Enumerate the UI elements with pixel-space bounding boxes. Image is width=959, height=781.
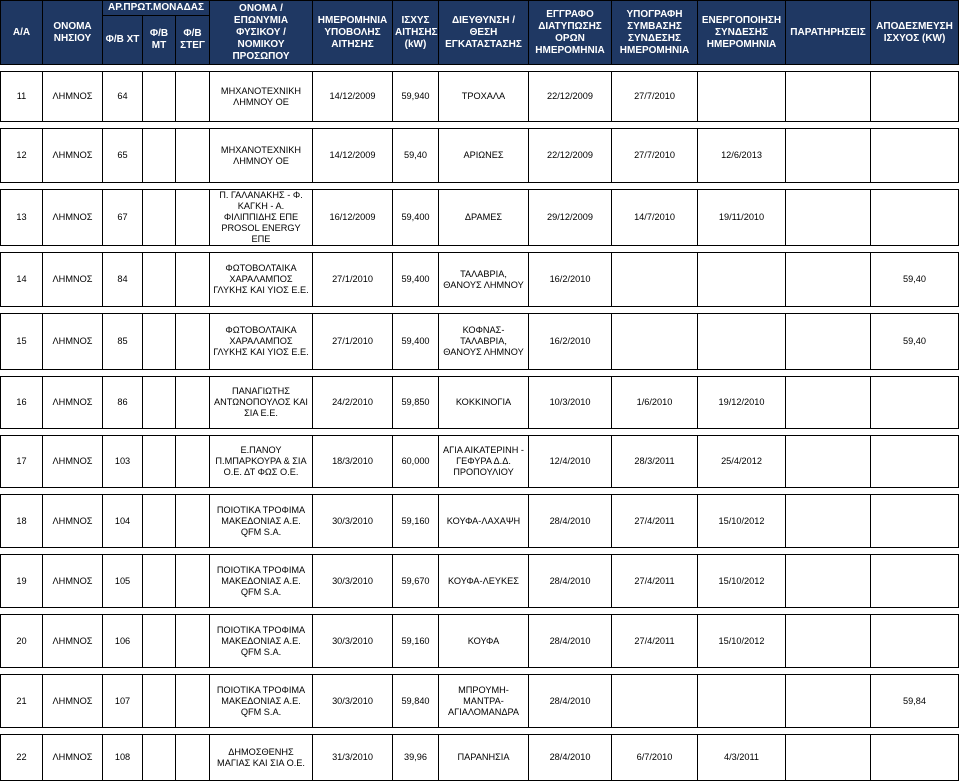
cell-aa: 21 (1, 675, 43, 728)
cell-fb-steg (176, 615, 210, 668)
cell-terms-date: 16/2/2010 (529, 314, 612, 370)
cell-fb-xt: 106 (103, 615, 143, 668)
cell-island: ΛΗΜΝΟΣ (43, 314, 103, 370)
cell-location: ΔΡΑΜΕΣ (439, 190, 529, 246)
cell-fb-mt (143, 72, 176, 122)
cell-name: ΠΟΙΟΤΙΚΑ ΤΡΟΦΙΜΑ ΜΑΚΕΔΟΝΙΑΣ Α.Ε. QFM S.A. (210, 495, 313, 548)
cell-released-capacity (871, 735, 959, 781)
cell-island: ΛΗΜΝΟΣ (43, 72, 103, 122)
cell-name: ΠΟΙΟΤΙΚΑ ΤΡΟΦΙΜΑ ΜΑΚΕΔΟΝΙΑΣ Α.Ε. QFM S.A. (210, 615, 313, 668)
cell-aa: 12 (1, 129, 43, 183)
cell-released-capacity (871, 190, 959, 246)
cell-name: Π. ΓΑΛΑΝΑΚΗΣ - Φ. ΚΑΓΚΗ - Α. ΦΙΛΙΠΠΙΔΗΣ ΕΠΕ PROSOL ENERGY ΕΠΕ (210, 190, 313, 246)
cell-aa: 18 (1, 495, 43, 548)
row-spacer (1, 488, 959, 495)
cell-fb-steg (176, 436, 210, 488)
cell-name: ΠΟΙΟΤΙΚΑ ΤΡΟΦΙΜΑ ΜΑΚΕΔΟΝΙΑΣ Α.Ε. QFM S.A. (210, 675, 313, 728)
cell-terms-date: 12/4/2010 (529, 436, 612, 488)
cell-activation-date: 19/11/2010 (698, 190, 786, 246)
table-header (1, 1, 959, 65)
cell-island: ΛΗΜΝΟΣ (43, 190, 103, 246)
cell-fb-xt: 107 (103, 675, 143, 728)
cell-location: ΚΟΥΦΑ-ΛΑΧΑΨΗ (439, 495, 529, 548)
col-header-fb-mt: Φ/Β ΜΤ (143, 16, 176, 65)
cell-fb-mt (143, 735, 176, 781)
table-row (1, 190, 959, 246)
cell-released-capacity (871, 495, 959, 548)
cell-capacity: 59,400 (393, 190, 439, 246)
cell-remarks (786, 495, 871, 548)
cell-released-capacity (871, 436, 959, 488)
cell-aa: 16 (1, 377, 43, 429)
cell-terms-date: 28/4/2010 (529, 555, 612, 608)
row-spacer (1, 668, 959, 675)
cell-terms-date: 22/12/2009 (529, 129, 612, 183)
row-spacer (1, 183, 959, 190)
col-header-released-capacity: ΑΠΟΔΕΣΜΕΥΣΗ ΙΣΧΥΟΣ (KW) (871, 1, 959, 65)
cell-contract-date: 1/6/2010 (612, 377, 698, 429)
cell-capacity: 59,400 (393, 314, 439, 370)
cell-island: ΛΗΜΝΟΣ (43, 377, 103, 429)
row-spacer (1, 122, 959, 129)
cell-activation-date (698, 675, 786, 728)
cell-fb-steg (176, 129, 210, 183)
cell-name: ΦΩΤΟΒΟΛΤΑΙΚΑ ΧΑΡΑΛΑΜΠΟΣ ΓΛΥΚΗΣ ΚΑΙ ΥΙΟΣ Ε.Ε. (210, 253, 313, 307)
col-header-capacity: ΙΣΧΥΣ ΑΙΤΗΣΗΣ (kW) (393, 1, 439, 65)
cell-released-capacity (871, 377, 959, 429)
row-spacer-cell (1, 429, 959, 436)
row-spacer (1, 429, 959, 436)
cell-remarks (786, 314, 871, 370)
col-header-fb-xt: Φ/Β ΧΤ (103, 16, 143, 65)
cell-aa: 22 (1, 735, 43, 781)
cell-terms-date: 28/4/2010 (529, 735, 612, 781)
cell-released-capacity (871, 555, 959, 608)
col-header-terms-date: ΕΓΓΡΑΦΟ ΔΙΑΤΥΠΩΣΗΣ ΟΡΩΝ ΗΜΕΡΟΜΗΝΙΑ (529, 1, 612, 65)
table-row (1, 555, 959, 608)
cell-fb-xt: 103 (103, 436, 143, 488)
row-spacer-cell (1, 122, 959, 129)
row-spacer (1, 370, 959, 377)
cell-capacity: 60,000 (393, 436, 439, 488)
cell-submission-date: 16/12/2009 (313, 190, 393, 246)
cell-aa: 17 (1, 436, 43, 488)
col-header-island: ΟΝΟΜΑ ΝΗΣΙΟΥ (43, 1, 103, 65)
cell-fb-mt (143, 253, 176, 307)
row-spacer-cell (1, 183, 959, 190)
cell-submission-date: 30/3/2010 (313, 615, 393, 668)
row-spacer-cell (1, 488, 959, 495)
cell-fb-steg (176, 735, 210, 781)
col-header-submission-date: ΗΜΕΡΟΜΗΝΙΑ ΥΠΟΒΟΛΗΣ ΑΙΤΗΣΗΣ (313, 1, 393, 65)
cell-submission-date: 30/3/2010 (313, 495, 393, 548)
cell-fb-xt: 85 (103, 314, 143, 370)
cell-island: ΛΗΜΝΟΣ (43, 253, 103, 307)
cell-released-capacity: 59,84 (871, 675, 959, 728)
cell-fb-xt: 105 (103, 555, 143, 608)
cell-aa: 14 (1, 253, 43, 307)
cell-activation-date: 15/10/2012 (698, 555, 786, 608)
cell-terms-date: 22/12/2009 (529, 72, 612, 122)
cell-name: ΠΑΝΑΓΙΩΤΗΣ ΑΝΤΩΝΟΠΟΥΛΟΣ ΚΑΙ ΣΙΑ Ε.Ε. (210, 377, 313, 429)
cell-contract-date: 27/4/2011 (612, 615, 698, 668)
cell-submission-date: 31/3/2010 (313, 735, 393, 781)
cell-terms-date: 28/4/2010 (529, 495, 612, 548)
table-row (1, 495, 959, 548)
cell-capacity: 59,940 (393, 72, 439, 122)
cell-capacity: 59,840 (393, 675, 439, 728)
col-header-protocol-group: ΑΡ.ΠΡΩΤ.ΜΟΝΑΔΑΣ (103, 1, 210, 16)
cell-fb-xt: 84 (103, 253, 143, 307)
cell-released-capacity (871, 72, 959, 122)
cell-submission-date: 30/3/2010 (313, 675, 393, 728)
cell-island: ΛΗΜΝΟΣ (43, 129, 103, 183)
col-header-activation-date: ΕΝΕΡΓΟΠΟΙΗΣΗ ΣΥΝΔΕΣΗΣ ΗΜΕΡΟΜΗΝΙΑ (698, 1, 786, 65)
cell-contract-date: 28/3/2011 (612, 436, 698, 488)
col-header-contract-date: ΥΠΟΓΡΑΦΗ ΣΥΜΒΑΣΗΣ ΣΥΝΔΕΣΗΣ ΗΜΕΡΟΜΗΝΙΑ (612, 1, 698, 65)
cell-terms-date: 16/2/2010 (529, 253, 612, 307)
cell-location: ΚΟΦΝΑΣ-ΤΑΛΑΒΡΙΑ, ΘΑΝΟΥΣ ΛΗΜΝΟΥ (439, 314, 529, 370)
cell-fb-mt (143, 129, 176, 183)
cell-capacity: 59,400 (393, 253, 439, 307)
cell-fb-xt: 86 (103, 377, 143, 429)
cell-released-capacity (871, 129, 959, 183)
cell-aa: 15 (1, 314, 43, 370)
cell-remarks (786, 129, 871, 183)
cell-island: ΛΗΜΝΟΣ (43, 495, 103, 548)
cell-remarks (786, 436, 871, 488)
cell-aa: 20 (1, 615, 43, 668)
cell-island: ΛΗΜΝΟΣ (43, 615, 103, 668)
row-spacer-cell (1, 668, 959, 675)
cell-location: ΑΡΙΩΝΕΣ (439, 129, 529, 183)
cell-name: ΜΗΧΑΝΟΤΕΧΝΙΚΗ ΛΗΜΝΟΥ ΟΕ (210, 129, 313, 183)
cell-remarks (786, 190, 871, 246)
cell-fb-steg (176, 190, 210, 246)
cell-fb-xt: 108 (103, 735, 143, 781)
cell-submission-date: 18/3/2010 (313, 436, 393, 488)
cell-aa: 11 (1, 72, 43, 122)
cell-contract-date: 27/7/2010 (612, 129, 698, 183)
row-spacer (1, 548, 959, 555)
cell-aa: 13 (1, 190, 43, 246)
cell-activation-date: 12/6/2013 (698, 129, 786, 183)
cell-capacity: 59,160 (393, 615, 439, 668)
table-row (1, 436, 959, 488)
cell-submission-date: 14/12/2009 (313, 129, 393, 183)
cell-fb-mt (143, 436, 176, 488)
row-spacer (1, 246, 959, 253)
cell-released-capacity (871, 615, 959, 668)
cell-location: ΚΟΥΦΑ (439, 615, 529, 668)
cell-contract-date (612, 314, 698, 370)
cell-aa: 19 (1, 555, 43, 608)
cell-activation-date (698, 72, 786, 122)
table-row (1, 314, 959, 370)
cell-name: ΜΗΧΑΝΟΤΕΧΝΙΚΗ ΛΗΜΝΟΥ ΟΕ (210, 72, 313, 122)
cell-activation-date: 4/3/2011 (698, 735, 786, 781)
cell-contract-date (612, 253, 698, 307)
cell-name: ΦΩΤΟΒΟΛΤΑΙΚΑ ΧΑΡΑΛΑΜΠΟΣ ΓΛΥΚΗΣ ΚΑΙ ΥΙΟΣ Ε.Ε. (210, 314, 313, 370)
cell-activation-date (698, 253, 786, 307)
cell-fb-mt (143, 675, 176, 728)
col-header-location: ΔΙΕΥΘΥΝΣΗ / ΘΕΣΗ ΕΓΚΑΤΑΣΤΑΣΗΣ (439, 1, 529, 65)
cell-location: ΤΡΟΧΑΛΑ (439, 72, 529, 122)
row-spacer-cell (1, 728, 959, 735)
cell-location: ΚΟΚΚΙΝΟΓΙΑ (439, 377, 529, 429)
table-row (1, 72, 959, 122)
cell-terms-date: 28/4/2010 (529, 675, 612, 728)
cell-terms-date: 29/12/2009 (529, 190, 612, 246)
cell-submission-date: 24/2/2010 (313, 377, 393, 429)
table-row (1, 735, 959, 781)
cell-fb-mt (143, 377, 176, 429)
cell-remarks (786, 72, 871, 122)
cell-remarks (786, 735, 871, 781)
cell-activation-date (698, 314, 786, 370)
cell-island: ΛΗΜΝΟΣ (43, 436, 103, 488)
cell-fb-steg (176, 377, 210, 429)
cell-capacity: 59,850 (393, 377, 439, 429)
cell-submission-date: 14/12/2009 (313, 72, 393, 122)
row-spacer-cell (1, 608, 959, 615)
cell-fb-steg (176, 495, 210, 548)
table-row (1, 129, 959, 183)
row-spacer-cell (1, 246, 959, 253)
cell-name: Ε.ΠΑΝΟΥ Π.ΜΠΑΡΚΟΥΡΑ & ΣΙΑ Ο.Ε. ΔΤ ΦΩΣ Ο.Ε. (210, 436, 313, 488)
cell-activation-date: 25/4/2012 (698, 436, 786, 488)
cell-released-capacity: 59,40 (871, 253, 959, 307)
col-header-name: ΟΝΟΜΑ / ΕΠΩΝΥΜΙΑ ΦΥΣΙΚΟΥ / ΝΟΜΙΚΟΥ ΠΡΟΣΩΠΟΥ (210, 1, 313, 65)
cell-capacity: 59,670 (393, 555, 439, 608)
col-header-fb-steg: Φ/Β ΣΤΕΓ (176, 16, 210, 65)
row-spacer-cell (1, 548, 959, 555)
table-row (1, 675, 959, 728)
cell-location: ΚΟΥΦΑ-ΛΕΥΚΕΣ (439, 555, 529, 608)
row-spacer (1, 307, 959, 314)
cell-fb-xt: 104 (103, 495, 143, 548)
cell-location: ΜΠΡΟΥΜΗ-ΜΑΝΤΡΑ-ΑΓΙΑΛΟΜΑΝΔΡΑ (439, 675, 529, 728)
cell-fb-steg (176, 675, 210, 728)
cell-terms-date: 10/3/2010 (529, 377, 612, 429)
table-row (1, 377, 959, 429)
cell-remarks (786, 615, 871, 668)
cell-submission-date: 30/3/2010 (313, 555, 393, 608)
cell-fb-xt: 67 (103, 190, 143, 246)
cell-fb-xt: 65 (103, 129, 143, 183)
cell-name: ΠΟΙΟΤΙΚΑ ΤΡΟΦΙΜΑ ΜΑΚΕΔΟΝΙΑΣ Α.Ε. QFM S.A. (210, 555, 313, 608)
cell-contract-date: 27/4/2011 (612, 495, 698, 548)
cell-contract-date (612, 675, 698, 728)
cell-fb-xt: 64 (103, 72, 143, 122)
table-body (1, 65, 959, 781)
cell-activation-date: 15/10/2012 (698, 615, 786, 668)
cell-fb-mt (143, 555, 176, 608)
cell-remarks (786, 253, 871, 307)
cell-fb-mt (143, 190, 176, 246)
cell-remarks (786, 555, 871, 608)
cell-island: ΛΗΜΝΟΣ (43, 555, 103, 608)
cell-capacity: 59,160 (393, 495, 439, 548)
cell-activation-date: 19/12/2010 (698, 377, 786, 429)
cell-fb-mt (143, 495, 176, 548)
cell-released-capacity: 59,40 (871, 314, 959, 370)
row-spacer-cell (1, 65, 959, 72)
row-spacer (1, 728, 959, 735)
cell-submission-date: 27/1/2010 (313, 314, 393, 370)
cell-remarks (786, 377, 871, 429)
cell-contract-date: 27/7/2010 (612, 72, 698, 122)
cell-location: ΑΓΙΑ ΑΙΚΑΤΕΡΙΝΗ - ΓΕΦΥΡΑ Δ.Δ. ΠΡΟΠΟΥΛΙΟΥ (439, 436, 529, 488)
cell-remarks (786, 675, 871, 728)
row-spacer-cell (1, 307, 959, 314)
cell-location: ΤΑΛΑΒΡΙΑ, ΘΑΝΟΥΣ ΛΗΜΝΟΥ (439, 253, 529, 307)
table-row (1, 615, 959, 668)
row-spacer (1, 608, 959, 615)
row-spacer-cell (1, 370, 959, 377)
cell-contract-date: 6/7/2010 (612, 735, 698, 781)
cell-fb-mt (143, 314, 176, 370)
cell-fb-mt (143, 615, 176, 668)
cell-fb-steg (176, 253, 210, 307)
row-spacer (1, 65, 959, 72)
col-header-aa: Α/Α (1, 1, 43, 65)
cell-capacity: 59,40 (393, 129, 439, 183)
col-header-remarks: ΠΑΡΑΤΗΡΗΣΕΙΣ (786, 1, 871, 65)
cell-island: ΛΗΜΝΟΣ (43, 735, 103, 781)
cell-activation-date: 15/10/2012 (698, 495, 786, 548)
cell-fb-steg (176, 314, 210, 370)
cell-terms-date: 28/4/2010 (529, 615, 612, 668)
cell-submission-date: 27/1/2010 (313, 253, 393, 307)
cell-capacity: 39,96 (393, 735, 439, 781)
cell-contract-date: 27/4/2011 (612, 555, 698, 608)
cell-name: ΔΗΜΟΣΘΕΝΗΣ ΜΑΓΙΑΣ ΚΑΙ ΣΙΑ Ο.Ε. (210, 735, 313, 781)
cell-contract-date: 14/7/2010 (612, 190, 698, 246)
cell-fb-steg (176, 555, 210, 608)
cell-island: ΛΗΜΝΟΣ (43, 675, 103, 728)
table-row (1, 253, 959, 307)
cell-location: ΠΑΡΑΝΗΣΙΑ (439, 735, 529, 781)
cell-fb-steg (176, 72, 210, 122)
